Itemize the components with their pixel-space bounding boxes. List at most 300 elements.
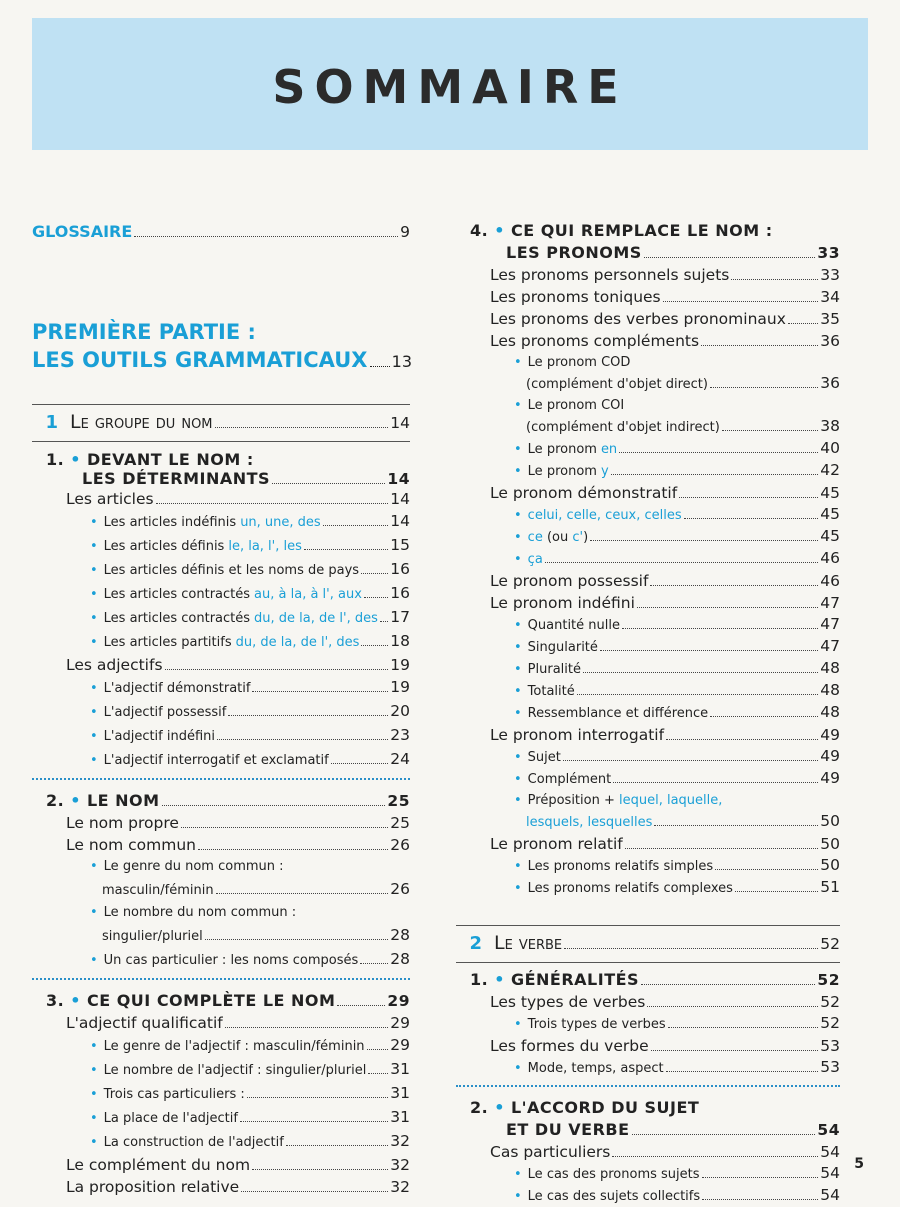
page-number: 16 (390, 560, 410, 578)
toc-entry-q1[interactable] (32, 1034, 410, 1058)
chapter-number: 2 (469, 933, 482, 954)
leader (637, 607, 818, 608)
section-1-4[interactable] (456, 220, 840, 242)
toc-entry-pd[interactable] (456, 482, 840, 504)
entry-keyword: au, à la, à l', aux (254, 587, 362, 602)
entry-keyword: du, de la, de l', des (235, 635, 360, 650)
page-number: 34 (820, 288, 840, 306)
leader (583, 672, 818, 673)
entry-label: Les pronoms relatifs complexes (527, 881, 733, 896)
part-title-label: LES OUTILS GRAMMATICAUX (32, 348, 368, 372)
entry-keyword: lesquels, lesquelles (526, 815, 653, 830)
toc-entry-d2[interactable] (32, 700, 410, 724)
bullet-dot: • (70, 791, 81, 810)
entry-label: Cas particuliers (490, 1143, 611, 1161)
toc-entry-cp[interactable] (456, 1141, 840, 1163)
bullet-dot: • (70, 450, 81, 469)
leader (590, 540, 818, 541)
section-title: DEVANT LE NOM : (86, 450, 254, 469)
entry-label: Le pronom indéfini (490, 594, 635, 612)
toc-left-column (32, 404, 410, 1198)
leader (323, 525, 389, 526)
entry-label: Un cas particulier : les noms composés (103, 953, 359, 968)
leader (563, 760, 818, 761)
page-number: 47 (820, 637, 840, 655)
page-number: 53 (820, 1037, 840, 1055)
page-number: 29 (387, 992, 410, 1010)
entry-label: Les adjectifs (66, 656, 163, 674)
leader (651, 1050, 819, 1051)
entry-label: Sujet (527, 750, 561, 765)
chapter-1[interactable] (32, 405, 410, 441)
page-number: 18 (390, 632, 410, 650)
entry-label: Le pronom COI (527, 398, 625, 413)
leader (666, 1071, 819, 1072)
page-number: 25 (390, 814, 410, 832)
leader (625, 848, 819, 849)
entry-label: ) (583, 530, 589, 545)
leader (217, 739, 388, 740)
leader (564, 948, 818, 949)
section-title: ET DU VERBE (506, 1120, 630, 1139)
bullet-dot: • (90, 539, 98, 554)
leader (647, 1006, 818, 1007)
bullet-dot: • (514, 1167, 522, 1182)
page-number: 42 (820, 461, 840, 479)
entry-label: Les pronoms compléments (490, 332, 700, 350)
section-number: 3. (46, 991, 65, 1010)
bullet-dot: • (70, 991, 81, 1010)
entry-label: L'adjectif indéfini (103, 729, 216, 744)
entry-label: La construction de l'adjectif (103, 1135, 284, 1150)
leader (735, 891, 818, 892)
page-number: 28 (390, 926, 410, 944)
entry-label: Préposition + (527, 793, 619, 808)
bullet-dot: • (514, 1017, 522, 1032)
leader (702, 1177, 819, 1178)
divider (32, 978, 410, 980)
entry-keyword: le, la, l', les (228, 539, 302, 554)
section-title: LE NOM (86, 791, 160, 810)
toc-entry-cp1[interactable] (456, 1163, 840, 1185)
section-title: GÉNÉRALITÉS (510, 970, 640, 989)
toc-entry-n2-line2[interactable] (32, 924, 410, 948)
entry-label: Le pronom relatif (490, 835, 623, 853)
toc-entry-pi3[interactable] (456, 658, 840, 680)
leader (156, 503, 389, 504)
section-2-2[interactable] (456, 1097, 840, 1119)
bullet-dot: • (90, 611, 98, 626)
entry-keyword: ce (527, 530, 543, 545)
leader (247, 1097, 389, 1098)
bullet-dot: • (514, 706, 522, 721)
toc-entry-a4[interactable] (32, 582, 410, 606)
entry-label: Les articles partitifs (103, 635, 232, 650)
page-title: SOMMAIRE (272, 60, 628, 114)
section-1-1[interactable] (32, 450, 410, 469)
entry-label: Le pronom COD (527, 355, 631, 370)
page-number: 36 (820, 374, 840, 392)
toc-entry-pd2[interactable] (456, 526, 840, 548)
leader (252, 1169, 388, 1170)
entry-label: Les types de verbes (490, 993, 646, 1011)
leader (611, 474, 819, 475)
page-number: 45 (820, 527, 840, 545)
leader (632, 1134, 816, 1135)
section-2-1[interactable] (456, 969, 840, 991)
page-number: 26 (390, 836, 410, 854)
toc-entry-pt3-line2[interactable] (456, 811, 840, 833)
toc-entry-pd1[interactable] (456, 504, 840, 526)
page-number: 50 (820, 856, 840, 874)
leader (715, 869, 818, 870)
toc-entry-n1-line2[interactable] (32, 878, 410, 902)
bullet-dot: • (494, 970, 505, 989)
toc-entry-pc4[interactable] (456, 460, 840, 482)
page-number: 19 (390, 656, 410, 674)
page-number: 36 (820, 332, 840, 350)
page-number: 19 (390, 678, 410, 696)
page-number: 49 (820, 747, 840, 765)
bullet-dot: • (514, 398, 522, 413)
section-title: LES DÉTERMINANTS (82, 469, 271, 488)
toc-entry-pi4[interactable] (456, 680, 840, 702)
entry-keyword: y (600, 464, 609, 479)
toc-entry-p2[interactable] (456, 286, 840, 308)
page-number: 35 (820, 310, 840, 328)
toc-entry-p4[interactable] (456, 330, 840, 352)
bullet-dot: • (90, 681, 98, 696)
page-number: 53 (820, 1058, 840, 1076)
leader (162, 805, 386, 806)
leader (710, 716, 818, 717)
section-number: 2. (470, 1098, 489, 1117)
page-number: 45 (820, 484, 840, 502)
page-number: 29 (390, 1014, 410, 1032)
entry-label: Complément (527, 772, 612, 787)
toc-entry-fv[interactable] (456, 1035, 840, 1057)
bullet-dot: • (514, 772, 522, 787)
entry-label: masculin/féminin (102, 883, 214, 898)
page-number: 54 (820, 1186, 840, 1204)
entry-keyword: celui, celle, ceux, celles (527, 508, 682, 523)
toc-entry-d4[interactable] (32, 748, 410, 772)
toc-entry-a2[interactable] (32, 534, 410, 558)
entry-label: Le pronom interrogatif (490, 726, 665, 744)
toc-entry-pt2[interactable] (456, 768, 840, 790)
leader (198, 849, 388, 850)
page-number: 52 (817, 971, 840, 989)
leader (361, 645, 388, 646)
entry-label: Totalité (527, 684, 575, 699)
leader (181, 827, 388, 828)
bullet-dot: • (90, 729, 98, 744)
toc-entry-pi5[interactable] (456, 702, 840, 724)
part-title-line1: PREMIÈRE PARTIE : (32, 320, 256, 344)
toc-entry-fv1[interactable] (456, 1057, 840, 1079)
toc-entry-complement-nom[interactable] (32, 1154, 410, 1176)
page-number: 13 (391, 352, 412, 371)
section-number: 4. (470, 221, 489, 240)
bullet-dot: • (90, 563, 98, 578)
page-number: 38 (820, 417, 840, 435)
entry-label: (complément d'objet direct) (526, 377, 708, 392)
chapter-2[interactable] (456, 926, 840, 962)
part-title-line2[interactable] (32, 346, 412, 376)
toc-entry-adj-qualificatif[interactable] (32, 1012, 410, 1034)
toc-entry-tv[interactable] (456, 991, 840, 1013)
leader (641, 984, 815, 985)
entry-label: La proposition relative (66, 1178, 240, 1196)
toc-entry-pt1[interactable] (456, 746, 840, 768)
entry-label: L'adjectif possessif (103, 705, 227, 720)
leader (666, 739, 818, 740)
page-number-footer: 5 (854, 1156, 864, 1172)
page-number: 25 (387, 792, 410, 810)
entry-label: Le pronom (527, 442, 597, 457)
page-number: 52 (820, 1014, 840, 1032)
bullet-dot: • (514, 662, 522, 677)
entry-label: Les articles contractés (103, 587, 251, 602)
toc-entry-pc2-line2[interactable] (456, 416, 840, 438)
toc-entry-a5[interactable] (32, 606, 410, 630)
page-number: 29 (390, 1036, 410, 1054)
page-number: 50 (820, 835, 840, 853)
toc-entry-tv1[interactable] (456, 1013, 840, 1035)
toc-entry-prel[interactable] (456, 833, 840, 855)
entry-keyword: en (600, 442, 618, 457)
leader (370, 366, 390, 367)
part-title (32, 318, 412, 376)
leader (228, 715, 388, 716)
page-number: 46 (820, 572, 840, 590)
page-number: 32 (390, 1156, 410, 1174)
entry-label: Les pronoms toniques (490, 288, 661, 306)
toc-entry-q4[interactable] (32, 1106, 410, 1130)
toc-entry-n1[interactable] (32, 856, 410, 878)
page-number: 20 (390, 702, 410, 720)
page-number: 48 (820, 659, 840, 677)
page-number: 54 (820, 1164, 840, 1182)
leader (337, 1005, 385, 1006)
page-number: 47 (820, 594, 840, 612)
chapter-title: Le groupe du nom (70, 411, 213, 433)
leader (367, 1049, 389, 1050)
entry-label: Le nom propre (66, 814, 179, 832)
toc-entry-pr1[interactable] (456, 855, 840, 877)
leader (205, 939, 389, 940)
toc-entry-pc2[interactable] (456, 395, 840, 416)
section-1-3[interactable] (32, 990, 410, 1012)
leader (577, 694, 819, 695)
toc-entry-d3[interactable] (32, 724, 410, 748)
toc-entry-pint[interactable] (456, 724, 840, 746)
leader (710, 387, 818, 388)
section-title: CE QUI COMPLÈTE LE NOM (86, 991, 336, 1010)
leader (360, 963, 388, 964)
entry-keyword: un, une, des (240, 515, 321, 530)
bullet-dot: • (514, 355, 522, 370)
bullet-dot: • (90, 1063, 98, 1078)
toc-entry-adjectifs[interactable] (32, 654, 410, 676)
leader (272, 483, 385, 484)
leader (788, 323, 818, 324)
toc-entry-a6[interactable] (32, 630, 410, 654)
entry-label: Le nombre de l'adjectif : singulier/pluriel (103, 1063, 367, 1078)
page-number: 16 (390, 584, 410, 602)
toc-entry-cp2[interactable] (456, 1185, 840, 1207)
entry-label: Le cas des pronoms sujets (527, 1167, 700, 1182)
bullet-dot: • (90, 1135, 98, 1150)
entry-keyword: ça (527, 552, 543, 567)
leader (663, 301, 819, 302)
leader (380, 621, 388, 622)
entry-label: Le nom commun (66, 836, 197, 854)
section-number: 1. (46, 450, 65, 469)
page-number: 54 (817, 1121, 840, 1139)
bullet-dot: • (494, 221, 505, 240)
toc-entry-pr2[interactable] (456, 877, 840, 899)
toc-entry-articles[interactable] (32, 488, 410, 510)
leader (612, 1156, 818, 1157)
bullet-dot: • (514, 750, 522, 765)
leader (684, 518, 819, 519)
bullet-dot: • (514, 793, 522, 808)
entry-label: Quantité nulle (527, 618, 620, 633)
leader (364, 597, 388, 598)
toc-entry-n3[interactable] (32, 948, 410, 972)
entry-label: La place de l'adjectif (103, 1111, 238, 1126)
toc-entry-nom-propre[interactable] (32, 812, 410, 834)
page-number: 14 (387, 470, 410, 488)
toc-entry-proposition-relative[interactable] (32, 1176, 410, 1198)
entry-label: Les pronoms personnels sujets (490, 266, 730, 284)
page-number: 9 (400, 223, 410, 241)
leader (722, 430, 818, 431)
page-number: 31 (390, 1060, 410, 1078)
page-number: 31 (390, 1084, 410, 1102)
toc-entry-pc1[interactable] (456, 352, 840, 373)
toc-entry-pi2[interactable] (456, 636, 840, 658)
toc-entry-q5[interactable] (32, 1130, 410, 1154)
section-number: 1. (470, 970, 489, 989)
leader (731, 279, 818, 280)
leader (644, 257, 816, 258)
toc-entry-pi[interactable] (456, 592, 840, 614)
page-number: 45 (820, 505, 840, 523)
entry-label: (complément d'objet indirect) (526, 420, 720, 435)
bullet-dot: • (90, 1087, 98, 1102)
entry-label: L'adjectif interrogatif et exclamatif (103, 753, 329, 768)
page-number: 50 (820, 812, 840, 830)
toc-entry-d1[interactable] (32, 676, 410, 700)
entry-label: L'adjectif qualificatif (66, 1014, 223, 1032)
page-number: 33 (817, 244, 840, 262)
leader (668, 1027, 819, 1028)
entry-label: Les pronoms des verbes pronominaux (490, 310, 786, 328)
bullet-dot: • (514, 464, 522, 479)
toc-entry-p1[interactable] (456, 264, 840, 286)
page-number: 15 (390, 536, 410, 554)
leader (216, 893, 389, 894)
section-1-2[interactable] (32, 790, 410, 812)
section-2-2-line2[interactable] (456, 1119, 840, 1141)
bullet-dot: • (514, 640, 522, 655)
page-number: 23 (390, 726, 410, 744)
entry-label: Singularité (527, 640, 598, 655)
toc-entry-nom-commun[interactable] (32, 834, 410, 856)
section-1-4-line2[interactable] (456, 242, 840, 264)
page-number: 33 (820, 266, 840, 284)
bullet-dot: • (514, 859, 522, 874)
toc-entry-n2[interactable] (32, 902, 410, 924)
chapter-title: Le verbe (494, 932, 563, 954)
bullet-dot: • (514, 442, 522, 457)
entry-label: Les articles contractés (103, 611, 251, 626)
leader (613, 782, 818, 783)
entry-label: Trois types de verbes (527, 1017, 666, 1032)
page-number: 52 (820, 993, 840, 1011)
bullet-dot: • (514, 684, 522, 699)
bullet-dot: • (90, 953, 98, 968)
toc-entry-pc1-line2[interactable] (456, 373, 840, 395)
section-1-1-line2[interactable] (32, 469, 410, 488)
entry-label: (ou (542, 530, 573, 545)
page-number: 52 (820, 935, 840, 953)
toc-entry-pp[interactable] (456, 570, 840, 592)
toc-entry-pi1[interactable] (456, 614, 840, 636)
bullet-dot: • (514, 552, 522, 567)
bullet-dot: • (90, 753, 98, 768)
entry-label: Les articles définis et les noms de pays (103, 563, 360, 578)
toc-entry-pt3[interactable] (456, 790, 840, 811)
leader (600, 650, 818, 651)
page-number: 14 (390, 414, 410, 432)
toc-entry-q2[interactable] (32, 1058, 410, 1082)
leader (331, 763, 389, 764)
entry-label: Le nombre du nom commun : (103, 905, 297, 920)
leader (702, 1199, 818, 1200)
bullet-dot: • (90, 635, 98, 650)
entry-label: Le complément du nom (66, 1156, 251, 1174)
toc-entry-pd3[interactable] (456, 548, 840, 570)
section-title: CE QUI REMPLACE LE NOM : (510, 221, 773, 240)
page-number: 26 (390, 880, 410, 898)
leader (368, 1073, 388, 1074)
bullet-dot: • (90, 587, 98, 602)
page-number: 17 (390, 608, 410, 626)
toc-entry-q3[interactable] (32, 1082, 410, 1106)
divider (456, 1085, 840, 1087)
toc-entry-p3[interactable] (456, 308, 840, 330)
bullet-dot: • (90, 1111, 98, 1126)
toc-glossaire[interactable] (32, 222, 410, 241)
bullet-dot: • (514, 1189, 522, 1204)
page-number: 40 (820, 439, 840, 457)
page-number: 46 (820, 549, 840, 567)
toc-entry-pc3[interactable] (456, 438, 840, 460)
section-number: 2. (46, 791, 65, 810)
page-number: 48 (820, 703, 840, 721)
section-title: LES PRONOMS (506, 243, 642, 262)
entry-keyword: lequel, laquelle, (619, 793, 723, 808)
toc-entry-a1[interactable] (32, 510, 410, 534)
bullet-dot: • (514, 508, 522, 523)
leader (165, 669, 389, 670)
toc-entry-a3[interactable] (32, 558, 410, 582)
leader (622, 628, 818, 629)
entry-label: Le pronom (527, 464, 597, 479)
